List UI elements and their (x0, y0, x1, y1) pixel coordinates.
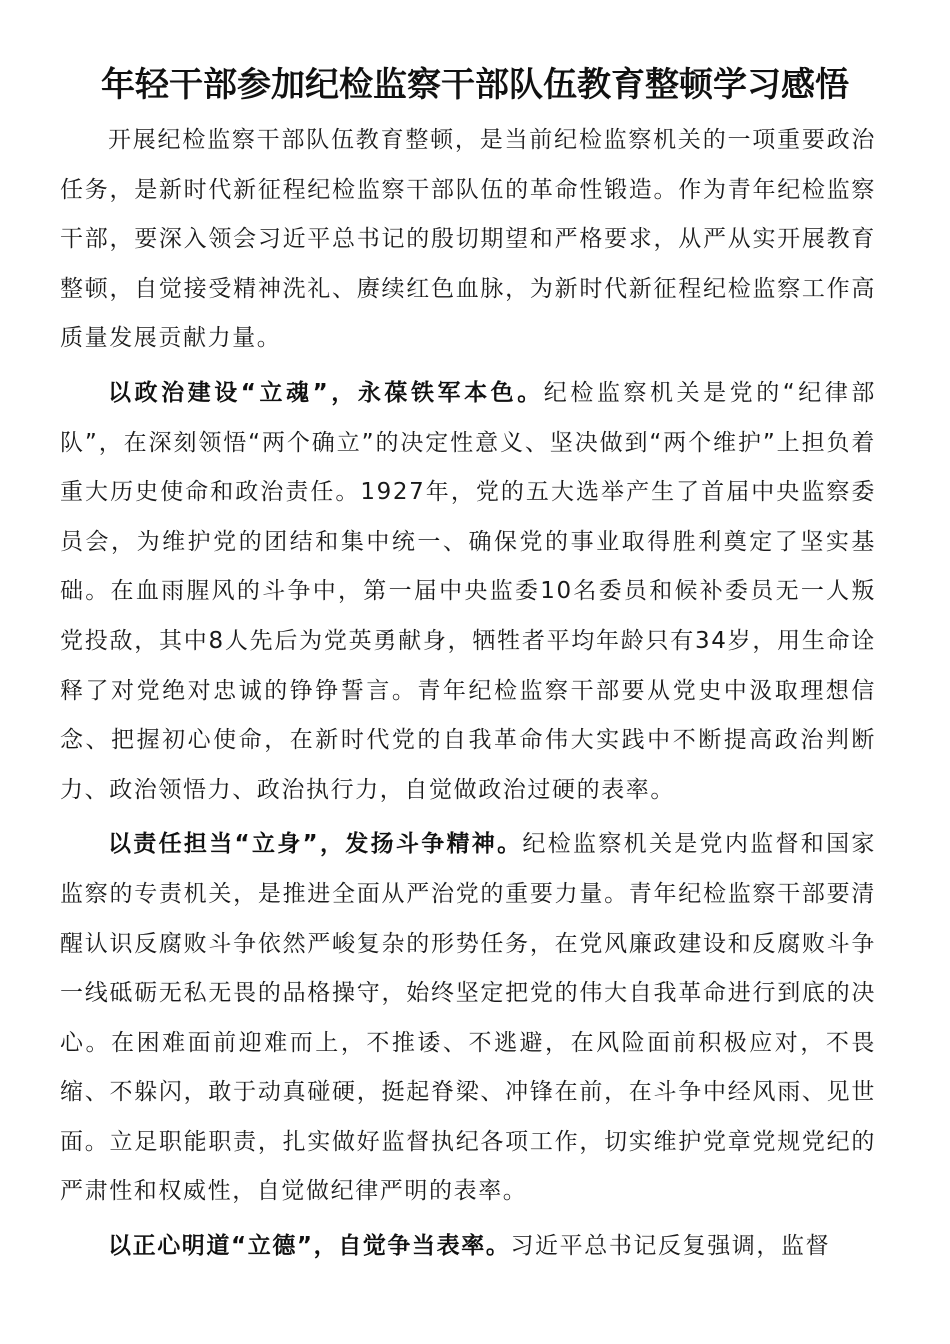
document-body (60, 116, 876, 1277)
paragraph-intro (60, 116, 876, 364)
paragraph-text: 开展纪检监察干部队伍教育整顿，是当前纪检监察机关的一项重要政治任务，是新时代新征程纪检监察干部队伍的革命性锻造。作为青年纪检监察干部，要深入领会习近平总书记的殷切期望和严格要求，从严从实开展教育整顿，自觉接受精神洗礼、赓续红色血脉，为新时代新征程纪检监察工作高质量发展贡献力量。 (60, 127, 876, 352)
paragraph-morality (60, 1222, 876, 1272)
paragraph-responsibility (60, 820, 876, 1217)
paragraph-lead: 以政治建设“立魂”，永葆铁军本色。 (108, 379, 544, 406)
paragraph-lead: 以责任担当“立身”，发扬斗争精神。 (108, 831, 523, 858)
paragraph-political-building (60, 369, 876, 815)
paragraph-lead: 以正心明道“立德”，自觉争当表率。 (108, 1233, 511, 1260)
paragraph-text: 纪检监察机关是党的“纪律部队”，在深刻领悟“两个确立”的决定性意义、坚决做到“两个维护”上担负着重大历史使命和政治责任。1927年，党的五大选举产生了首届中央监察委员会，为维护党的团结和集中统一、确保党的事业取得胜利奠定了坚实基础。在血雨腥风的斗争中，第一届中央监委10名委员和候补委员无一人叛党投敌，其中8人先后为党英勇献身，牺牲者平均年龄只有34岁，用生命诠释了对党绝对忠诚的铮铮誓言。青年纪检监察干部要从党史中汲取理想信念、把握初心使命，在新时代党的自我革命伟大实践中不断提高政治判断力、政治领悟力、政治执行力，自觉做政治过硬的表率。 (60, 379, 877, 803)
paragraph-text: 习近平总书记反复强调，监督 (510, 1233, 831, 1260)
document-title: 年轻干部参加纪检监察干部队伍教育整顿学习感悟 (101, 65, 849, 105)
paragraph-text: 纪检监察机关是党内监督和国家监察的专责机关，是推进全面从严治党的重要力量。青年纪检监察干部要清醒认识反腐败斗争依然严峻复杂的形势任务，在党风廉政建设和反腐败斗争一线砥砺无私无畏的品格操守，始终坚定把党的伟大自我革命进行到底的决心。在困难面前迎难而上，不推诿、不逃避，在风险面前积极应对，不畏缩、不躲闪，敢于动真碰硬，挺起脊梁、冲锋在前，在斗争中经风雨、见世面。立足职能职责，扎实做好监督执纪各项工作，切实维护党章党规党纪的严肃性和权威性，自觉做纪律严明的表率。 (60, 831, 876, 1205)
